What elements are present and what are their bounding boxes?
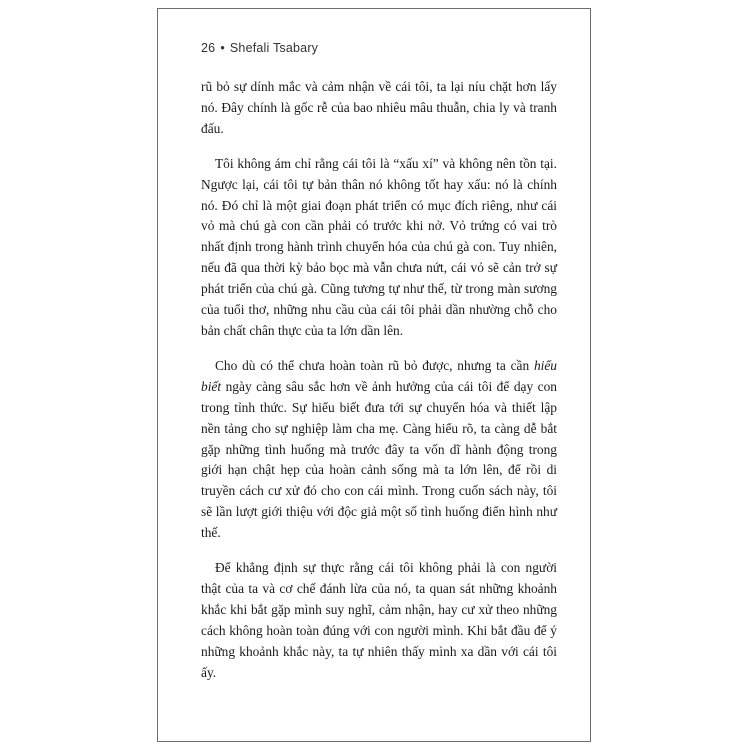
paragraph-1: rũ bỏ sự dính mắc và cảm nhận về cái tôi, ta lại níu chặt hơn lấy nó. Đây chính là gốc rễ của bao nhiêu mâu thuẫn, chia ly và tranh đấu. — [201, 79, 557, 136]
paragraph-3 — [201, 356, 557, 544]
running-header — [201, 41, 318, 55]
paragraph-3-text-before: Cho dù có thể chưa hoàn toàn rũ bỏ được, nhưng ta cần — [215, 357, 534, 373]
emphasis-text: hiểu biết — [201, 357, 557, 394]
paragraph-2: Tôi không ám chỉ rằng cái tôi là “xấu xí” và không nên tồn tại. Ngược lại, cái tôi tự bản thân nó không tốt hay xấu: nó là chính nó. Đó chỉ là một giai đoạn phát triển có mục đích riêng, như cái vỏ mà chú gà con cần phải có trước khi nở. Vỏ trứng có vai trò nhất định trong hành trình chuyển hóa của chú gà con. Tuy nhiên, nếu đã qua thời kỳ bảo bọc mà vẫn chưa nứt, cái vỏ sẽ cản trở sự phát triển của chú gà. Cũng tương tự như thế, từ trong màn sương của tuổi thơ, những nhu cầu của cái tôi phải dần nhường chỗ cho bản chất chân thực của ta lớn dần lên. — [201, 155, 557, 338]
book-page — [157, 8, 591, 742]
body-text — [201, 77, 557, 697]
paragraph-4: Để khẳng định sự thực rằng cái tôi không phải là con người thật của ta và cơ chế đánh lừa của nó, ta quan sát những khoảnh khắc khi bắt gặp mình suy nghĩ, cảm nhận, hay cư xử theo những cách không hoàn toàn đúng với con người mình. Khi bắt đầu để ý những khoảnh khắc này, ta tự nhiên thấy mình xa dần với cái tôi ấy. — [201, 560, 557, 680]
header-separator: • — [220, 41, 225, 55]
author-name: Shefali Tsabary — [229, 41, 319, 55]
page-number: 26 — [201, 41, 216, 55]
paragraph-3-text-after: ngày càng sâu sắc hơn về ảnh hưởng của cái tôi để dạy con trong tỉnh thức. Sự hiểu biết đưa tới sự chuyển hóa và thiết lập nền tảng cho sự nghiệp làm cha mẹ. Càng hiểu rõ, ta càng dễ bắt gặp những tình huống mà trước đây ta vốn dĩ hành động trong giới hạn chật hẹp của hoàn cảnh sống mà ta lớn lên, để rồi di truyền cách cư xử đó cho con cái mình. Trong cuốn sách này, tôi sẽ lần lượt giới thiệu với độc giả một số tình huống điển hình như thế. — [201, 378, 557, 541]
